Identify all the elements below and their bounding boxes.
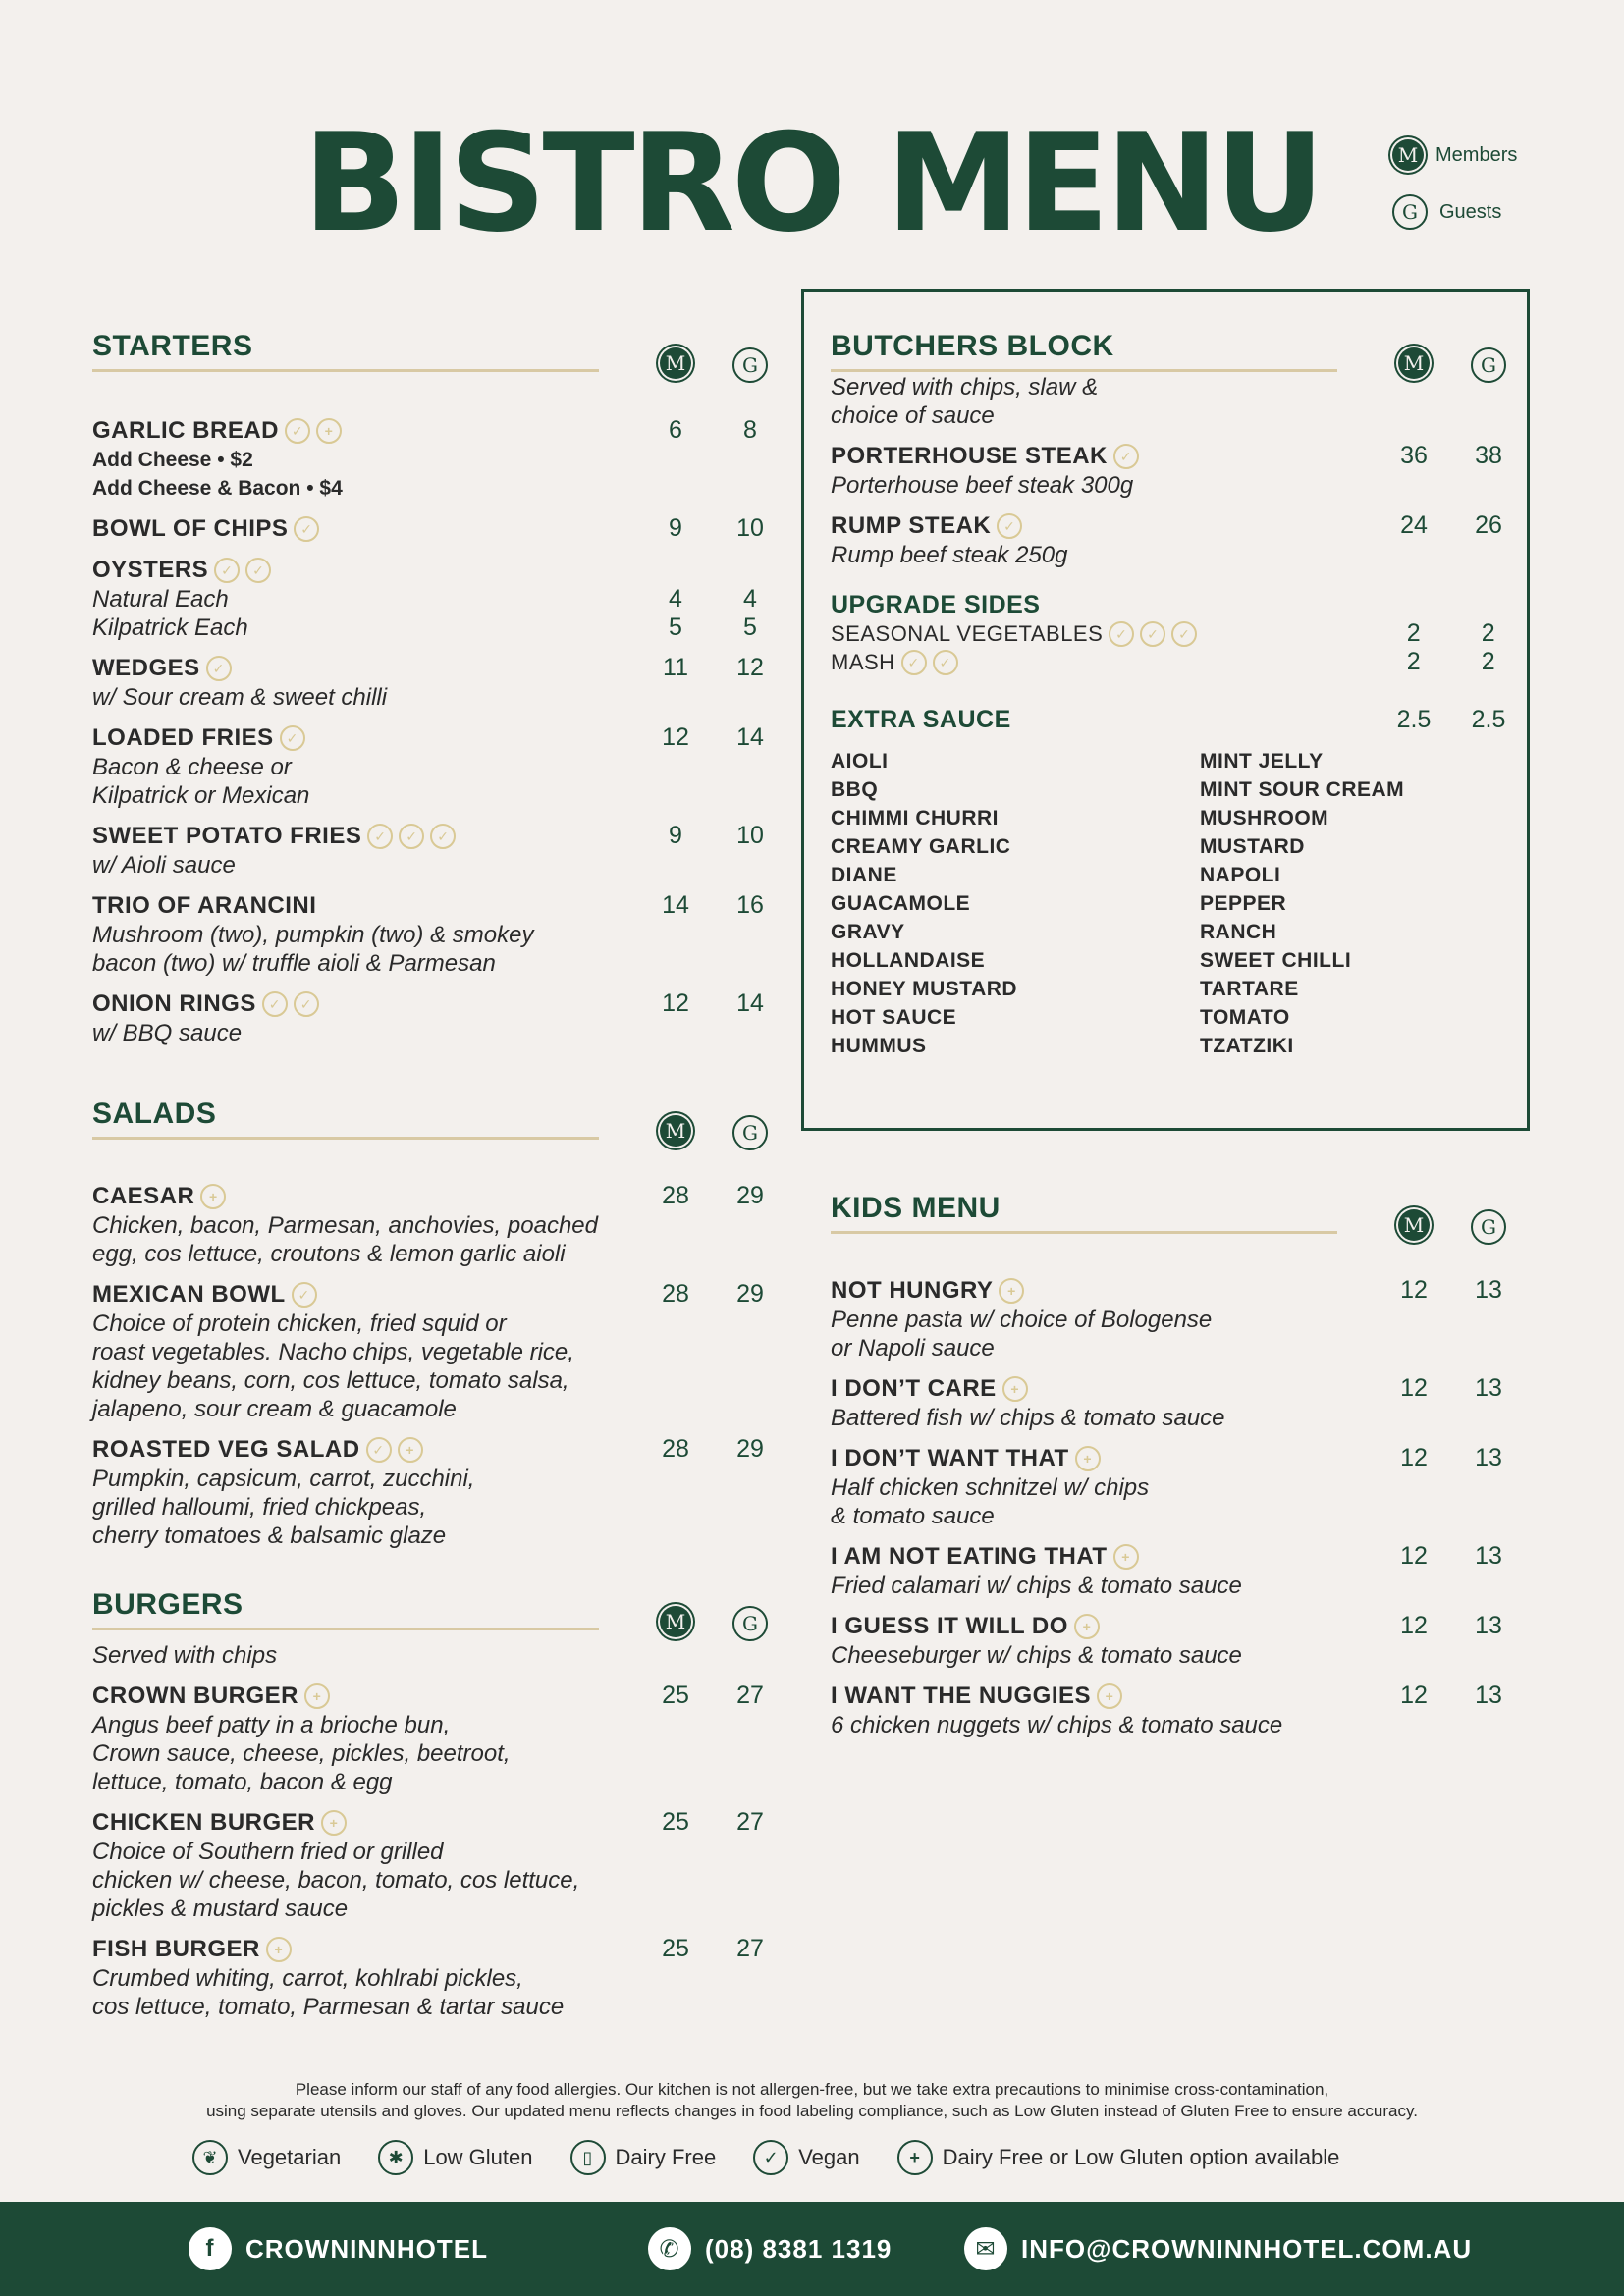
- member-price: 12: [1400, 1682, 1428, 1709]
- menu-item: [92, 416, 780, 503]
- item-description: Crumbed whiting, carrot, kohlrabi pickles,: [92, 1965, 523, 1992]
- guests-icon: G: [1471, 1209, 1506, 1245]
- member-price: 6: [669, 416, 682, 444]
- member-price: 2.5: [1396, 706, 1432, 733]
- item-name: CAESAR: [92, 1183, 195, 1209]
- member-price: 12: [1400, 1542, 1428, 1570]
- sauce-item: MUSTARD: [1200, 835, 1305, 858]
- member-price: 12: [1400, 1374, 1428, 1402]
- member-price: 12: [1400, 1276, 1428, 1304]
- sauce-item: HOLLANDAISE: [831, 949, 986, 972]
- menu-item: [92, 822, 780, 880]
- section-title: STARTERS: [92, 330, 253, 362]
- extra-sauce-heading: EXTRA SAUCE: [831, 706, 1011, 733]
- item-description: Crown sauce, cheese, pickles, beetroot,: [92, 1740, 511, 1767]
- sauce-item: HOT SAUCE: [831, 1006, 957, 1029]
- menu-item: [92, 723, 780, 810]
- guest-price: 2: [1481, 648, 1496, 675]
- menu-item: [831, 1374, 1508, 1432]
- member-price: 24: [1400, 511, 1428, 539]
- section-title: SALADS: [92, 1097, 217, 1130]
- leaf-icon: ❦: [192, 2140, 228, 2175]
- menu-item: [831, 1444, 1508, 1530]
- milk-carton-icon: ▯: [570, 2140, 606, 2175]
- item-description: egg, cos lettuce, croutons & lemon garlic aioli: [92, 1241, 566, 1267]
- item-description: chicken w/ cheese, bacon, tomato, cos lettuce,: [92, 1867, 580, 1894]
- divider: [92, 1628, 599, 1630]
- facebook-link[interactable]: [189, 2202, 488, 2296]
- section-intro: choice of sauce: [831, 402, 995, 429]
- item-name: CHICKEN BURGER: [92, 1809, 316, 1836]
- guests-icon: G: [732, 347, 768, 383]
- sauce-column-right: [1200, 747, 1404, 1060]
- sauce-item: TARTARE: [1200, 978, 1299, 1000]
- leaf-icon: ✓: [399, 824, 424, 849]
- plus-icon: +: [1113, 1544, 1139, 1570]
- sauce-item: MINT JELLY: [1200, 750, 1324, 773]
- wheat-icon: ✓: [1109, 621, 1134, 647]
- plus-icon: +: [999, 1278, 1024, 1304]
- item-description: kidney beans, corn, cos lettuce, tomato salsa,: [92, 1367, 569, 1394]
- guests-icon: G: [732, 1115, 768, 1150]
- guest-price: 13: [1475, 1444, 1502, 1471]
- sauce-item: PEPPER: [1200, 892, 1287, 915]
- plus-icon: +: [321, 1810, 347, 1836]
- item-description: Porterhouse beef steak 300g: [831, 472, 1134, 499]
- menu-item: [92, 1682, 780, 1796]
- facebook-icon: f: [189, 2227, 232, 2270]
- item-description: Half chicken schnitzel w/ chips: [831, 1474, 1150, 1501]
- item-description: w/ Aioli sauce: [92, 852, 236, 879]
- item-name: I WANT THE NUGGIES: [831, 1682, 1092, 1709]
- wheat-icon: ✓: [997, 513, 1022, 539]
- guest-price: 8: [743, 416, 757, 444]
- members-icon: M: [1398, 347, 1430, 379]
- item-description: Pumpkin, capsicum, carrot, zucchini,: [92, 1466, 475, 1492]
- extra-sauce-row: [831, 706, 1508, 739]
- leaf-icon: ✓: [933, 650, 958, 675]
- item-name: I DON’T CARE: [831, 1375, 997, 1402]
- item-name: LOADED FRIES: [92, 724, 274, 751]
- divider: [831, 369, 1337, 372]
- item-name: NOT HUNGRY: [831, 1277, 994, 1304]
- guest-price: 12: [736, 654, 764, 681]
- item-description: roast vegetables. Nacho chips, vegetable rice,: [92, 1339, 574, 1365]
- menu-item: [92, 891, 780, 978]
- member-price: 9: [669, 514, 682, 542]
- wheat-icon: ✓: [280, 725, 305, 751]
- item-description: w/ BBQ sauce: [92, 1020, 243, 1046]
- leaf-icon: ✓: [206, 656, 232, 681]
- plus-icon: +: [897, 2140, 933, 2175]
- item-description: & tomato sauce: [831, 1503, 995, 1529]
- sauce-item: CHIMMI CHURRI: [831, 807, 999, 829]
- item-description: Penne pasta w/ choice of Bologense: [831, 1307, 1213, 1333]
- menu-item: [92, 1182, 780, 1268]
- item-name: OYSTERS: [92, 557, 209, 583]
- plus-icon: +: [1002, 1376, 1028, 1402]
- member-price: 12: [662, 989, 689, 1017]
- item-name: RUMP STEAK: [831, 512, 992, 539]
- member-price: 5: [669, 614, 682, 641]
- guest-price: 13: [1475, 1612, 1502, 1639]
- milk-carton-icon: ✓: [430, 824, 456, 849]
- member-price: 12: [1400, 1612, 1428, 1639]
- menu-item: [831, 1612, 1508, 1670]
- sauce-item: TOMATO: [1200, 1006, 1290, 1029]
- members-icon: M: [660, 1606, 691, 1637]
- item-description: pickles & mustard sauce: [92, 1896, 349, 1922]
- member-price: 9: [669, 822, 682, 849]
- item-description: Mushroom (two), pumpkin (two) & smokey: [92, 922, 534, 948]
- item-description: Choice of protein chicken, fried squid or: [92, 1310, 507, 1337]
- menu-item: [92, 1808, 780, 1923]
- divider: [92, 369, 599, 372]
- guest-price: 13: [1475, 1542, 1502, 1570]
- member-price: 4: [669, 585, 682, 613]
- guest-price: 27: [736, 1935, 764, 1962]
- member-price: 14: [662, 891, 689, 919]
- phone-number: (08) 8381 1319: [705, 2233, 893, 2264]
- guests-icon: G: [1392, 194, 1428, 230]
- members-icon: M: [1398, 1209, 1430, 1241]
- members-icon: M: [1392, 139, 1424, 171]
- guest-price: 14: [736, 723, 764, 751]
- guest-price: 13: [1475, 1682, 1502, 1709]
- item-addon: Add Cheese • $2: [92, 449, 253, 471]
- item-description: Angus beef patty in a brioche bun,: [92, 1712, 451, 1738]
- guest-price: 26: [1475, 511, 1502, 539]
- plus-icon: +: [316, 418, 342, 444]
- sauce-list: [831, 747, 1508, 1060]
- legend-guests: [1392, 194, 1501, 230]
- phone-icon: ✆: [648, 2227, 691, 2270]
- burgers-section: [92, 1588, 780, 2021]
- member-price: 36: [1400, 442, 1428, 469]
- leaf-icon: ✓: [292, 1282, 317, 1308]
- side-name: MASH: [831, 649, 895, 674]
- notice-line: Please inform our staff of any food allergies. Our kitchen is not allergen-free, but we take extra precautions to minimise cross-contamination,: [295, 2080, 1329, 2099]
- sauce-item: CREAMY GARLIC: [831, 835, 1011, 858]
- item-description: cos lettuce, tomato, Parmesan & tartar sauce: [92, 1994, 565, 2020]
- email-link[interactable]: [964, 2202, 1472, 2296]
- guest-price: 29: [736, 1182, 764, 1209]
- item-name: I DON’T WANT THAT: [831, 1445, 1069, 1471]
- menu-item: [92, 556, 780, 642]
- envelope-icon: ✉: [964, 2227, 1007, 2270]
- guest-price: 2.5: [1471, 706, 1506, 733]
- menu-item: [831, 1276, 1508, 1362]
- sauce-item: MUSHROOM: [1200, 807, 1329, 829]
- guest-price: 10: [736, 822, 764, 849]
- side-row: [831, 619, 1508, 648]
- item-description: Kilpatrick Each: [92, 614, 248, 641]
- starters-section: [92, 330, 780, 1047]
- item-description: Natural Each: [92, 586, 229, 613]
- menu-item: [92, 1935, 780, 2021]
- item-name: TRIO OF ARANCINI: [92, 892, 317, 919]
- member-price: 28: [662, 1435, 689, 1463]
- diet-key: [192, 2140, 1339, 2175]
- member-price: 28: [662, 1280, 689, 1308]
- sauce-item: SWEET CHILLI: [1200, 949, 1352, 972]
- butchers-section: [831, 330, 1508, 1060]
- salads-section: [92, 1097, 780, 1550]
- menu-item: [92, 654, 780, 712]
- item-name: ONION RINGS: [92, 990, 256, 1017]
- guest-price: 14: [736, 989, 764, 1017]
- item-description: Chicken, bacon, Parmesan, anchovies, poached: [92, 1212, 598, 1239]
- wheat-icon: ✓: [367, 824, 393, 849]
- menu-item: [92, 1435, 780, 1550]
- guest-price: 4: [743, 585, 757, 613]
- upgrade-sides-heading: UPGRADE SIDES: [831, 591, 1041, 618]
- leaf-icon: ✓: [262, 991, 288, 1017]
- menu-item: [92, 1280, 780, 1423]
- item-description: lettuce, tomato, bacon & egg: [92, 1769, 393, 1795]
- sauce-item: TZATZIKI: [1200, 1035, 1294, 1057]
- section-title: BURGERS: [92, 1588, 244, 1621]
- legend-guests-label: Guests: [1439, 200, 1502, 223]
- leaf-icon: ✓: [1140, 621, 1165, 647]
- leaf-icon: ✓: [366, 1437, 392, 1463]
- sauce-item: RANCH: [1200, 921, 1277, 943]
- item-description: cherry tomatoes & balsamic glaze: [92, 1522, 447, 1549]
- allergy-notice: [0, 2079, 1624, 2122]
- item-description: Rump beef steak 250g: [831, 542, 1068, 568]
- notice-line: using separate utensils and gloves. Our updated menu reflects changes in food labeling compliance, such as Low Gluten instead of Gluten Free to ensure accuracy.: [206, 2102, 1418, 2120]
- divider: [831, 1231, 1337, 1234]
- sauce-item: NAPOLI: [1200, 864, 1281, 886]
- guests-icon: G: [732, 1606, 768, 1641]
- section-title: KIDS MENU: [831, 1192, 1001, 1224]
- key-label: Vegan: [798, 2145, 860, 2169]
- members-icon: M: [660, 347, 691, 379]
- guest-price: 27: [736, 1808, 764, 1836]
- wheat-icon: ✱: [378, 2140, 413, 2175]
- member-price: 25: [662, 1682, 689, 1709]
- sauce-item: AIOLI: [831, 750, 889, 773]
- item-description: Bacon & cheese or: [92, 754, 292, 780]
- section-title: BUTCHERS BLOCK: [831, 330, 1114, 362]
- vegan-leaf-icon: ✓: [1171, 621, 1197, 647]
- item-name: I AM NOT EATING THAT: [831, 1543, 1108, 1570]
- item-description: grilled halloumi, fried chickpeas,: [92, 1494, 427, 1521]
- page-title: BISTRO MENU: [302, 104, 1322, 262]
- section-intro: Served with chips: [92, 1642, 278, 1669]
- key-label: Dairy Free or Low Gluten option available: [942, 2145, 1340, 2169]
- item-description: Kilpatrick or Mexican: [92, 782, 310, 809]
- sauce-item: MINT SOUR CREAM: [1200, 778, 1405, 801]
- item-description: Fried calamari w/ chips & tomato sauce: [831, 1573, 1242, 1599]
- item-name: I GUESS IT WILL DO: [831, 1613, 1068, 1639]
- sauce-item: GUACAMOLE: [831, 892, 971, 915]
- item-name: BOWL OF CHIPS: [92, 515, 289, 542]
- item-name: WEDGES: [92, 655, 200, 681]
- key-label: Dairy Free: [615, 2145, 717, 2169]
- facebook-handle: CROWNINNHOTEL: [245, 2233, 488, 2264]
- legend-members-label: Members: [1435, 143, 1518, 166]
- side-row: [831, 648, 1508, 676]
- item-name: MEXICAN BOWL: [92, 1281, 286, 1308]
- guest-price: 16: [736, 891, 764, 919]
- kids-section: [831, 1192, 1508, 1739]
- guest-price: 2: [1481, 619, 1496, 647]
- menu-item: [831, 1542, 1508, 1600]
- wheat-icon: ✓: [214, 558, 240, 583]
- item-name: PORTERHOUSE STEAK: [831, 443, 1108, 469]
- milk-carton-icon: ✓: [294, 991, 319, 1017]
- phone-link[interactable]: [648, 2202, 892, 2296]
- legend-members: [1392, 139, 1517, 171]
- item-description: 6 chicken nuggets w/ chips & tomato sauce: [831, 1712, 1283, 1738]
- wheat-icon: ✓: [1113, 444, 1139, 469]
- member-price: 2: [1406, 648, 1422, 675]
- sauce-item: DIANE: [831, 864, 897, 886]
- key-label: Vegetarian: [238, 2145, 342, 2169]
- plus-icon: +: [200, 1184, 226, 1209]
- guest-price: 10: [736, 514, 764, 542]
- guests-icon: G: [1471, 347, 1506, 383]
- member-price: 12: [662, 723, 689, 751]
- item-addon: Add Cheese & Bacon • $4: [92, 477, 343, 500]
- item-description: Battered fish w/ chips & tomato sauce: [831, 1405, 1225, 1431]
- guest-price: 13: [1475, 1276, 1502, 1304]
- member-price: 2: [1406, 619, 1422, 647]
- sauce-item: HUMMUS: [831, 1035, 927, 1057]
- member-price: 28: [662, 1182, 689, 1209]
- vegan-leaf-icon: ✓: [753, 2140, 788, 2175]
- sauce-column-left: [831, 747, 1200, 1060]
- item-description: Cheeseburger w/ chips & tomato sauce: [831, 1642, 1242, 1669]
- plus-icon: +: [1075, 1446, 1101, 1471]
- divider: [92, 1137, 599, 1140]
- item-name: ROASTED VEG SALAD: [92, 1436, 360, 1463]
- guest-price: 27: [736, 1682, 764, 1709]
- section-intro: Served with chips, slaw &: [831, 374, 1099, 400]
- menu-item: [831, 1682, 1508, 1739]
- plus-icon: +: [1074, 1614, 1100, 1639]
- leaf-icon: ✓: [285, 418, 310, 444]
- milk-carton-icon: ✓: [245, 558, 271, 583]
- sauce-item: GRAVY: [831, 921, 905, 943]
- sauce-item: HONEY MUSTARD: [831, 978, 1018, 1000]
- member-price: 12: [1400, 1444, 1428, 1471]
- plus-icon: +: [398, 1437, 423, 1463]
- members-icon: M: [660, 1115, 691, 1147]
- menu-item: [831, 442, 1508, 500]
- plus-icon: +: [1097, 1683, 1122, 1709]
- item-name: CROWN BURGER: [92, 1682, 298, 1709]
- item-name: FISH BURGER: [92, 1936, 260, 1962]
- menu-item: [831, 511, 1508, 569]
- email-address: INFO@CROWNINNHOTEL.COM.AU: [1021, 2233, 1473, 2264]
- member-price: 11: [663, 654, 688, 681]
- plus-icon: +: [304, 1683, 330, 1709]
- wheat-icon: ✓: [901, 650, 927, 675]
- item-description: or Napoli sauce: [831, 1335, 995, 1362]
- sauce-item: BBQ: [831, 778, 879, 801]
- wheat-icon: ✓: [294, 516, 319, 542]
- guest-price: 13: [1475, 1374, 1502, 1402]
- menu-item: [92, 989, 780, 1047]
- item-name: GARLIC BREAD: [92, 417, 279, 444]
- footer-bar: [0, 2202, 1624, 2296]
- menu-item: [92, 514, 780, 544]
- side-name: SEASONAL VEGETABLES: [831, 620, 1104, 646]
- plus-icon: +: [266, 1937, 292, 1962]
- item-description: Choice of Southern fried or grilled: [92, 1839, 444, 1865]
- key-label: Low Gluten: [423, 2145, 533, 2169]
- member-price: 25: [662, 1808, 689, 1836]
- guest-price: 38: [1475, 442, 1502, 469]
- guest-price: 5: [743, 614, 757, 641]
- item-description: w/ Sour cream & sweet chilli: [92, 684, 388, 711]
- item-description: bacon (two) w/ truffle aioli & Parmesan: [92, 950, 496, 977]
- guest-price: 29: [736, 1280, 764, 1308]
- item-name: SWEET POTATO FRIES: [92, 823, 362, 849]
- member-price: 25: [662, 1935, 689, 1962]
- item-description: jalapeno, sour cream & guacamole: [92, 1396, 457, 1422]
- guest-price: 29: [736, 1435, 764, 1463]
